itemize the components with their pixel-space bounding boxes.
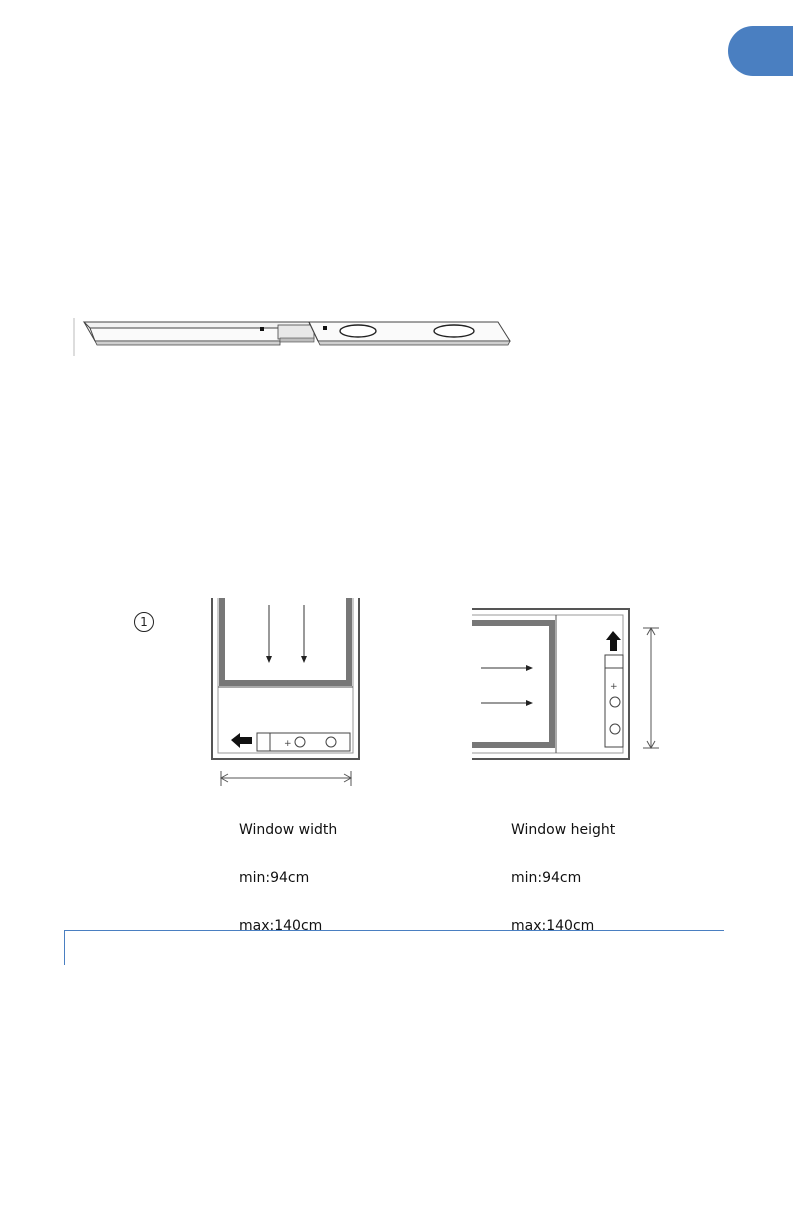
window-width-caption bbox=[239, 790, 337, 950]
step-number-badge: 1 bbox=[134, 612, 154, 632]
window-height-max: max:140cm bbox=[511, 918, 595, 934]
svg-text:+: + bbox=[284, 739, 292, 749]
window-height-title: Window height bbox=[511, 822, 616, 838]
svg-text:+: + bbox=[610, 682, 618, 692]
window-height-min: min:94cm bbox=[511, 870, 582, 886]
window-width-min: min:94cm bbox=[239, 870, 310, 886]
window-height-caption bbox=[511, 790, 615, 950]
section-divider bbox=[64, 930, 724, 965]
window-width-title: Window width bbox=[239, 822, 338, 838]
window-width-max: max:140cm bbox=[239, 918, 323, 934]
